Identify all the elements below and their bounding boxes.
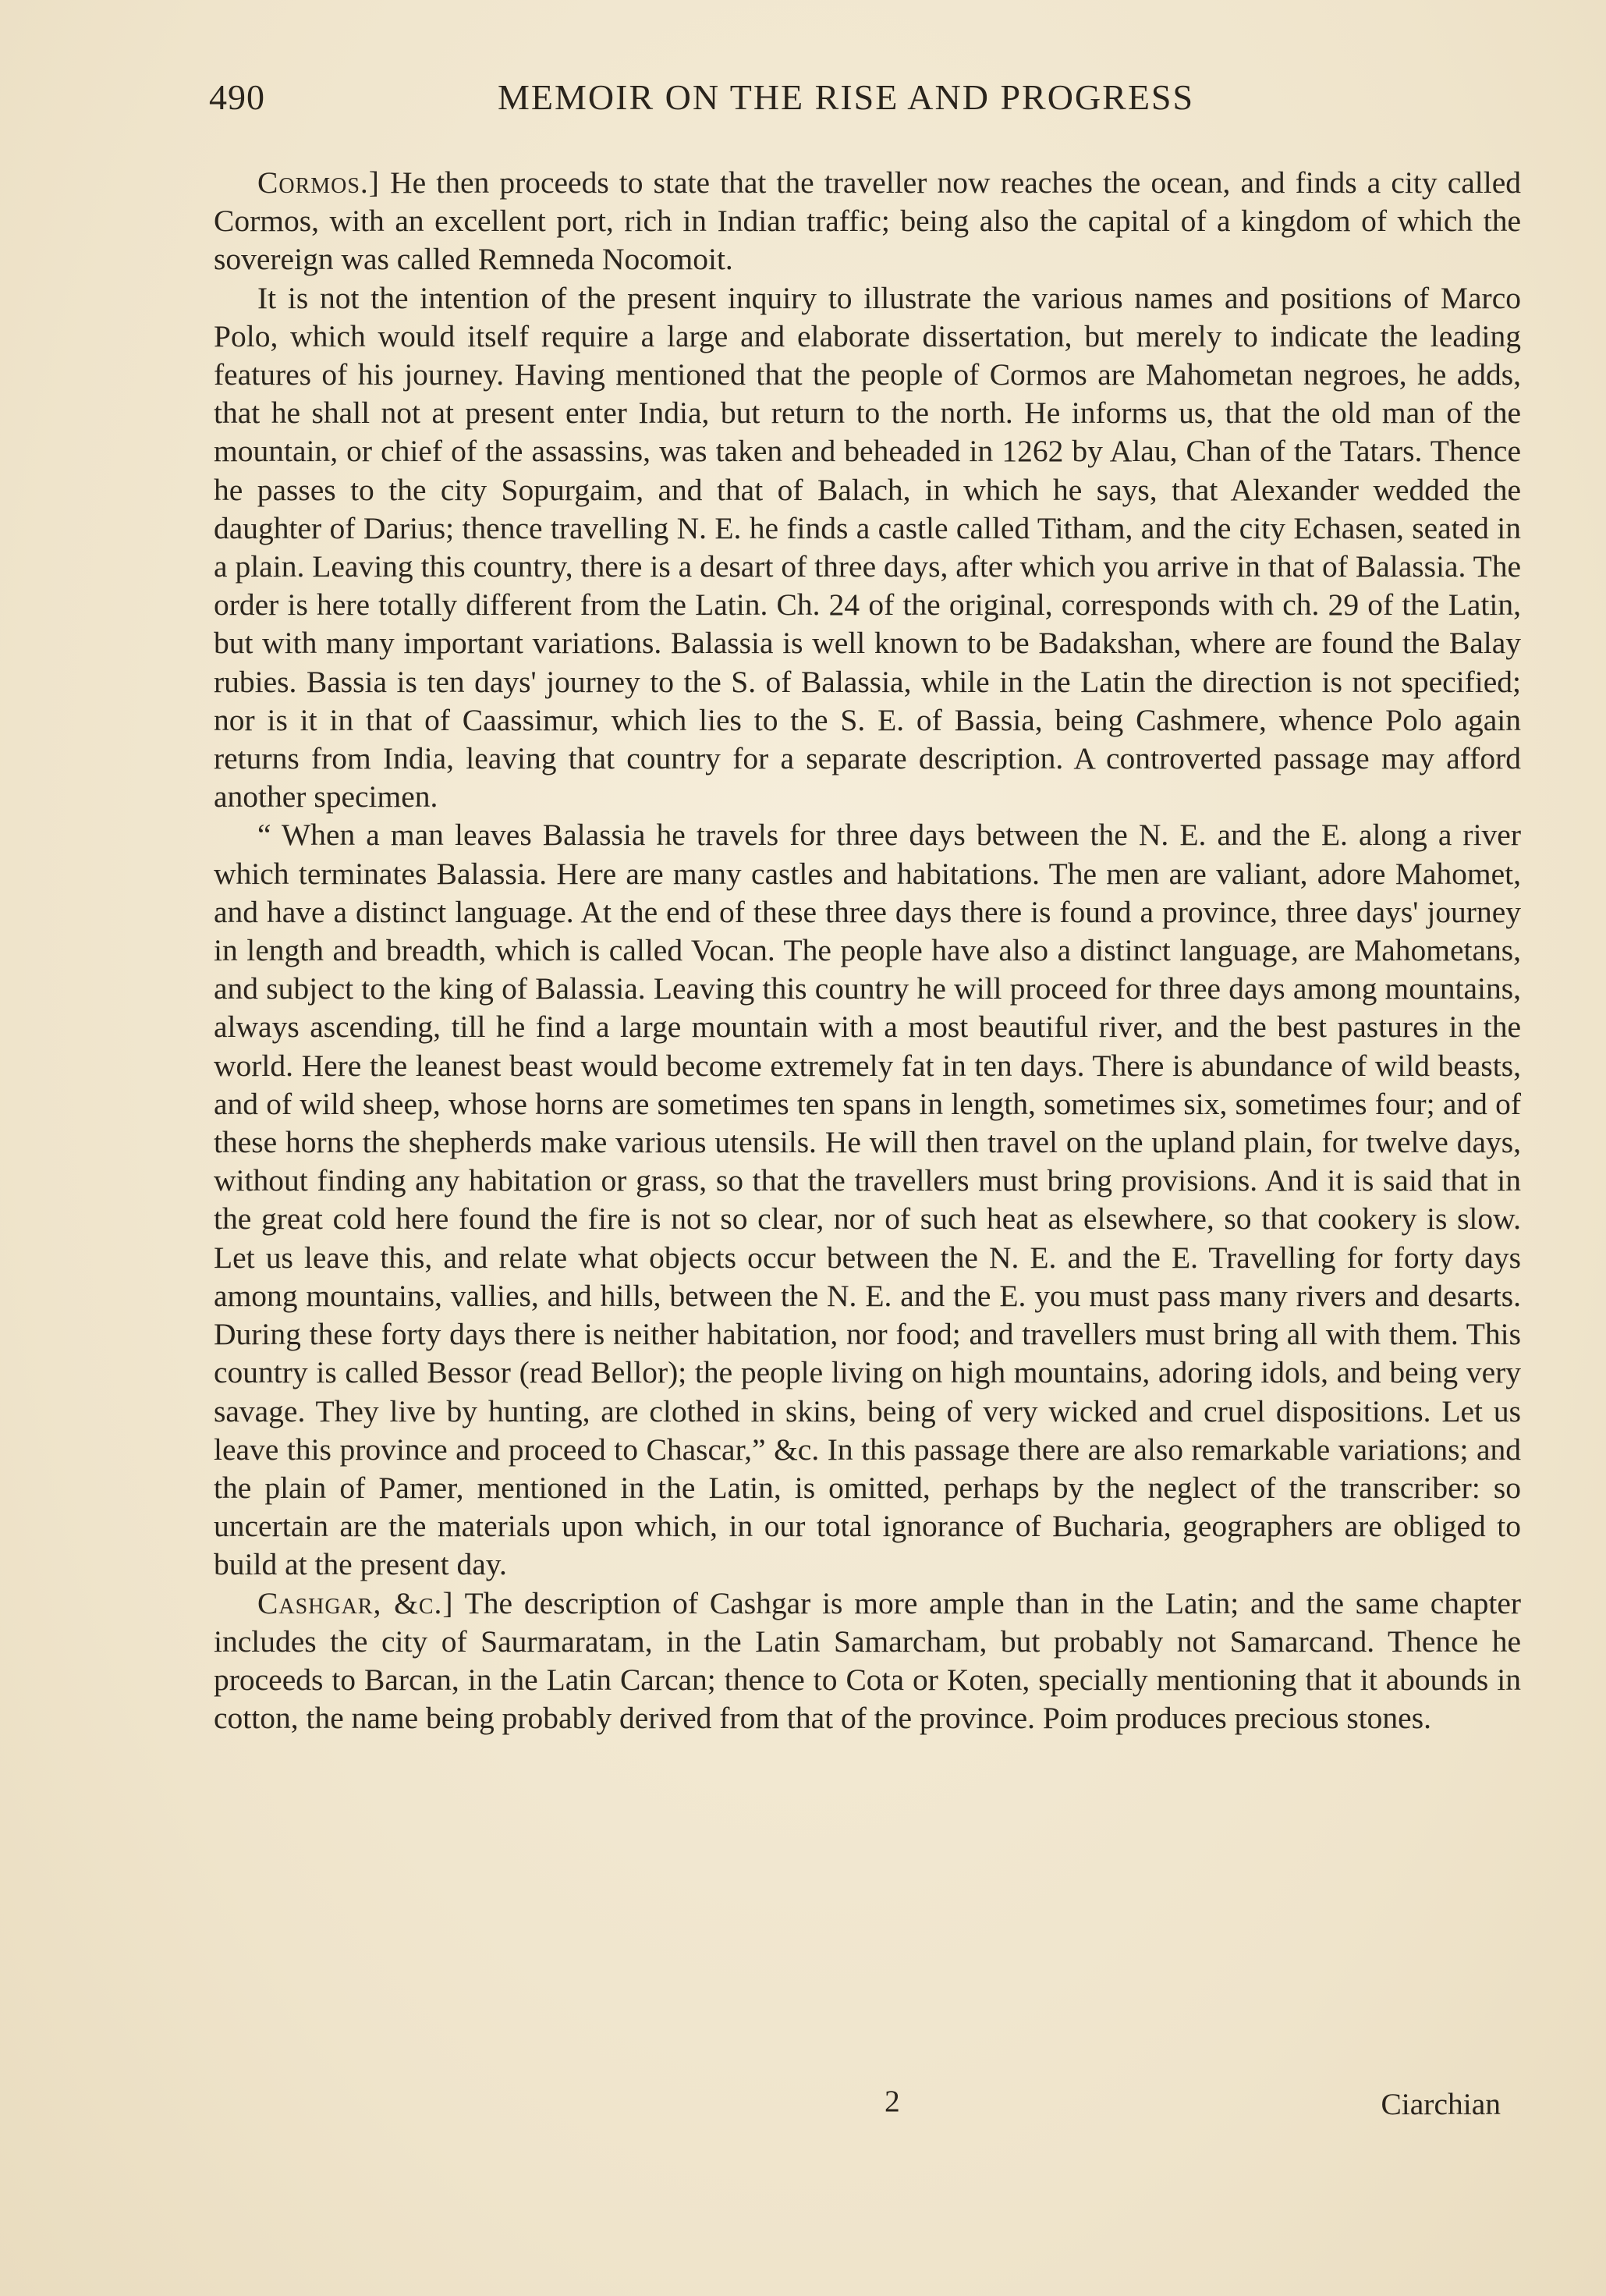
paragraph-marco-polo [214, 279, 1521, 817]
paragraph-text: “ When a man leaves Balassia he travels for three days between the N. E. and the E. along a river which terminates Balassia. Here are many castles and habitations. The men are valiant, adore Mahomet, and have a distinct language. At the end of these three days there is found a province, three days' journey in length and breadth, which is called Vocan. The people have also a distinct language, are Mahometans, and subject to the king of Balassia. Leaving this country he will proceed for three days among mountains, always ascending, till he find a large mountain with a most beautiful river, and the best pastures in the world. Here the leanest beast would become extremely fat in ten days. There is abundance of wild beasts, and of wild sheep, whose horns are sometimes ten spans in length, sometimes six, sometimes four; and of these horns the shepherds make various utensils. He will then travel on the upland plain, for twelve days, without finding any habitation or grass, so that the travellers must bring provisions. And it is said that in the great cold here found the fire is not so clear, nor of such heat as elsewhere, so that cookery is slow. Let us leave this, and relate what objects occur between the N. E. and the E. Travelling for forty days among mountains, vallies, and hills, between the N. E. and the E. you must pass many rivers and desarts. During these forty days there is neither habitation, nor food; and travellers must bring all with them. This country is called Bessor (read Bellor); the people living on high mountains, adoring idols, and being very savage. They live by hunting, are clothed in skins, being of very wicked and cruel dispositions. Let us leave this province and proceed to Chascar,” &c. In this passage there are also remarkable variations; and the plain of Pamer, mentioned in the Latin, is omitted, perhaps by the neglect of the transcriber: so uncertain are the materials upon which, in our total ignorance of Bucharia, geographers are obliged to build at the present day. [214, 818, 1521, 1582]
paragraph-quotation [214, 816, 1521, 1584]
page-header [209, 76, 1290, 123]
paragraph-text: It is not the intention of the present inquiry to illustrate the various names and positions of Marco Polo, which would itself require a large and elaborate dissertation, but merely to indicate the leading features of his journey. Having mentioned that the people of Cormos are Mahometan negroes, he adds, that he shall not at present enter India, but return to the north. He informs us, that the old man of the mountain, or chief of the assassins, was taken and beheaded in 1262 by Alau, Chan of the Tatars. Thence he passes to the city Sopurgaim, and that of Balach, in which he says, that Alexander wedded the daughter of Darius; thence travelling N. E. he finds a castle called Titham, and the city Echasen, seated in a plain. Leaving this country, there is a desart of three days, after which you arrive in that of Balassia. The order is here totally different from the Latin. Ch. 24 of the original, corresponds with ch. 29 of the Latin, but with many important variations. Balassia is well known to be Badakshan, where are found the Balay rubies. Bassia is ten days' journey to the S. of Balassia, while in the Latin the direction is not specified; nor is it in that of Caassimur, which lies to the S. E. of Bassia, being Cashmere, whence Polo again returns from India, leaving that country for a separate description. A controverted passage may afford another specimen. [214, 280, 1521, 814]
page-footer [214, 2083, 1521, 2122]
paragraph-text: The description of Cashgar is more ample than in the Latin; and the same chapter includes the city of Saurmaratam, in the Latin Samarcham, but probably not Samarcand. Thence he proceeds to Barcan, in the Latin Carcan; thence to Cota or Koten, specially mentioning that it abounds in cotton, the name being probably derived from that of the province. Poim produces precious stones. [214, 1585, 1522, 1736]
body-text [214, 164, 1521, 1737]
paragraph-text: He then proceeds to state that the traveller now reaches the ocean, and finds a city called Cormos, with an excellent port, rich in Indian traffic; being also the capital of a kingdom of which the sovereign was called Remneda Nocomoit. [214, 165, 1521, 277]
signature-mark: 2 [885, 2084, 900, 2118]
catchword: Ciarchian [1381, 2087, 1501, 2121]
side-heading-cashgar: Cashgar, &c.] [257, 1585, 454, 1620]
paragraph-cormos [214, 164, 1521, 279]
page-number: 490 [209, 77, 265, 117]
paragraph-cashgar [214, 1584, 1521, 1738]
side-heading-cormos: Cormos.] [257, 165, 380, 200]
running-title: MEMOIR ON THE RISE AND PROGRESS [498, 77, 1195, 117]
